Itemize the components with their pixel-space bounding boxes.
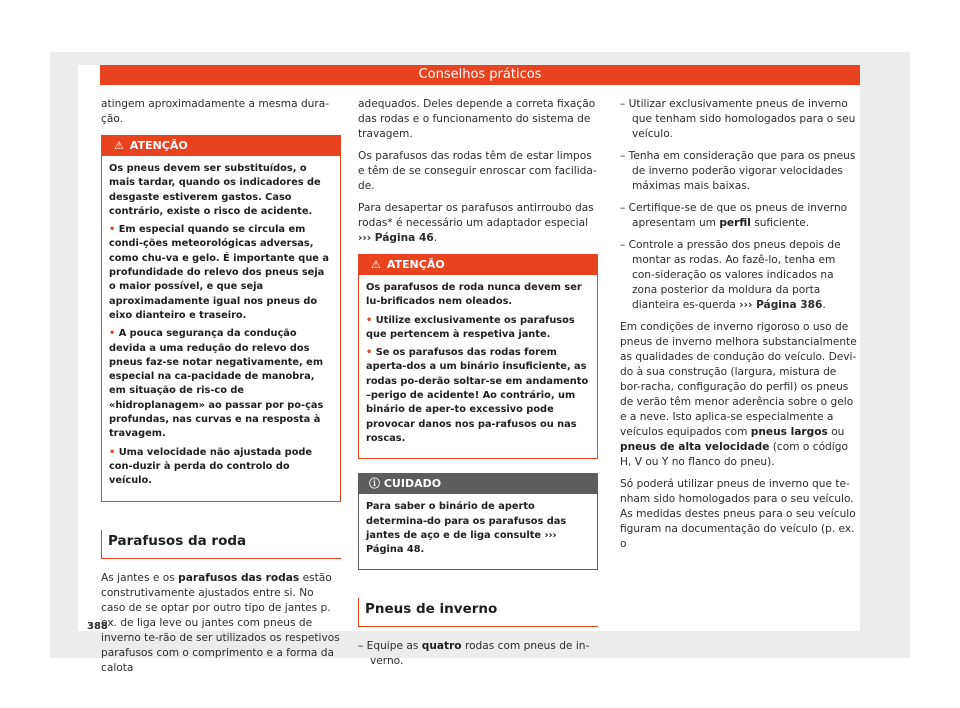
warning-bullet: • Utilize exclusivamente os parafusos que pertencem à respetiva jante. bbox=[366, 314, 575, 340]
warning-triangle-icon: ⚠ bbox=[371, 258, 381, 271]
page-link[interactable]: ››› Página 386 bbox=[739, 299, 823, 311]
warning-box bbox=[358, 254, 598, 459]
bullet-icon: • bbox=[366, 347, 376, 359]
bullet-icon: • bbox=[109, 224, 119, 236]
list-item: – Certifique-se de que os pneus de inverno apresentam um perfil suficiente. bbox=[620, 202, 848, 229]
caution-title: CUIDADO bbox=[383, 477, 442, 491]
caution-body bbox=[359, 494, 597, 569]
caution-box bbox=[358, 473, 598, 570]
warning-bullet: • Se os parafusos das rodas forem aperta-dos a um binário insuficiente, as rodas po-derão soltar-se em andamento –perigo de acidente! Ao contrário, um binário de aper-to excessivo pode provocar danos nos pa-rafusos ou nas roscas. bbox=[366, 347, 589, 444]
section-heading: Parafusos da roda bbox=[101, 530, 341, 559]
page-number: 388 bbox=[87, 621, 108, 632]
warning-bullet: • Em especial quando se circula em condi-ções meteorológicas adversas, como chu-va e gelo. É importante que a profundidade do relevo dos pneus seja o maior possível, e que seja aproximadamente igual nos pneus do eixo dianteiro e traseiro. bbox=[109, 224, 329, 321]
warning-box bbox=[101, 135, 341, 502]
paragraph: adequados. Deles depende a correta fixação das rodas e o funcionamento do sistema de travagem. bbox=[358, 98, 596, 140]
caution-header bbox=[359, 474, 597, 494]
list-item: – Equipe as quatro rodas com pneus de in-verno. bbox=[358, 640, 590, 668]
page-link[interactable]: ››› Página 46 bbox=[358, 232, 434, 244]
warning-bullet: • Uma velocidade não ajustada pode con-duzir à perda do controlo do veículo. bbox=[109, 446, 313, 487]
bullet-icon: • bbox=[366, 314, 376, 326]
paragraph: atingem aproximadamente a mesma dura-ção. bbox=[101, 98, 330, 125]
warning-header bbox=[102, 136, 340, 156]
bullet-icon: • bbox=[109, 328, 119, 340]
column-3 bbox=[620, 97, 860, 559]
warning-text: Os pneus devem ser substituídos, o mais tardar, quando os indicadores de desgaste estiverem gastos. Caso contrário, existe o risco de acidente. bbox=[109, 163, 321, 217]
list-item: – Tenha em consideração que para os pneus de inverno poderão vigorar velocidades máximas mais baixas. bbox=[620, 150, 856, 192]
warning-title: ATENÇÃO bbox=[129, 139, 188, 152]
warning-triangle-icon: ⚠ bbox=[114, 139, 124, 152]
info-circle-icon: ⓘ bbox=[369, 477, 380, 491]
list-item: – Controle a pressão dos pneus depois de montar as rodas. Ao fazê-lo, tenha em con-sideração os valores indicados na zona posterior da moldura da porta dianteira es-querda ››› Página 386. bbox=[620, 239, 841, 311]
list-item: – Utilizar exclusivamente pneus de inverno que tenham sido homologados para o seu veículo. bbox=[620, 98, 856, 140]
caution-text: Para saber o binário de aperto determina-do para os parafusos das jantes de aço e de liga consulte ››› Página 48. bbox=[366, 501, 567, 556]
warning-body bbox=[102, 156, 340, 501]
paragraph: As jantes e os parafusos das rodas estão construtivamente ajustados entre si. No caso de se optar por outro tipo de jantes p. ex. de liga leve ou jantes com pneus de inverno te-rão de ser utilizados os respetivos parafusos com o comprimento e a forma da calota bbox=[101, 571, 340, 674]
warning-header bbox=[359, 255, 597, 275]
column-2 bbox=[358, 97, 598, 676]
section-heading: Pneus de inverno bbox=[358, 598, 598, 627]
column-1 bbox=[101, 97, 341, 683]
warning-bullet: • A pouca segurança da condução devida a uma redução do relevo dos pneus faz-se notar negativamente, em especial na ca-pacidade de manobra, em situação de ris-co de «hidroplanagem» ao passar por po-ças profundas, nas curvas e na resposta à travagem. bbox=[109, 328, 324, 440]
page-header: Conselhos práticos bbox=[100, 65, 860, 85]
warning-title: ATENÇÃO bbox=[386, 258, 445, 271]
warning-text: Os parafusos de roda nunca devem ser lu-brificados nem oleados. bbox=[366, 282, 582, 308]
paragraph: Só poderá utilizar pneus de inverno que te-nham sido homologados para o seu veículo. As medidas destes pneus para o seu veículo figuram na documentação do veículo (p. ex. o bbox=[620, 478, 856, 550]
bullet-icon: • bbox=[109, 446, 119, 458]
paragraph: Em condições de inverno rigoroso o uso de pneus de inverno melhora substancialmente as qualidades de condução do veículo. Devi-do à sua construção (largura, mistura de bor-racha, configuração do perfil) os pneus de verão têm menor aderência sobre o gelo e a neve. Isto aplica-se especialmente a veículos equipados com pneus largos ou pneus de alta velocidade (com o código H, V ou Y no flanco do pneu). bbox=[620, 321, 857, 468]
page-link[interactable]: ››› Página 48 bbox=[366, 529, 557, 556]
warning-body bbox=[359, 275, 597, 458]
paragraph: Os parafusos das rodas têm de estar limpos e têm de se conseguir enroscar com facilida-de. bbox=[358, 150, 597, 192]
paragraph: Para desapertar os parafusos antirroubo das rodas* é necessário um adaptador especial ››› Página 46. bbox=[358, 202, 594, 244]
